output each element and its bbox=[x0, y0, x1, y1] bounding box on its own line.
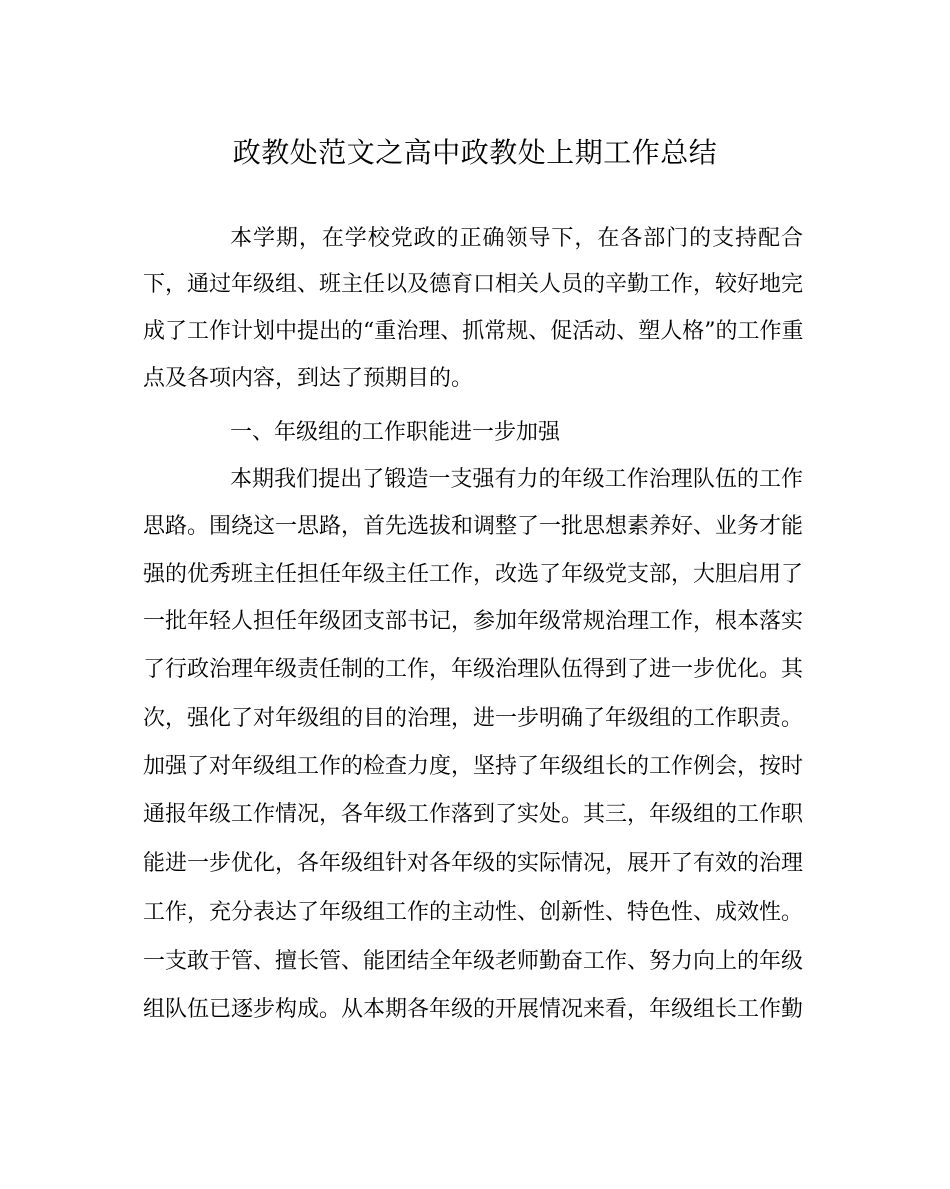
paragraph-1-line-2: 下，通过年级组、班主任以及德育口相关人员的辛勤工作，较好地完 bbox=[143, 272, 804, 297]
document-title: 政教处范文之高中政教处上期工作总结 bbox=[232, 136, 718, 169]
paragraph-2-line-4: 一批年轻人担任年级团支部书记，参加年级常规治理工作，根本落实 bbox=[143, 609, 804, 634]
paragraph-2-line-3: 强的优秀班主任担任年级主任工作，改选了年级党支部，大胆启用了 bbox=[143, 562, 804, 587]
paragraph-2-line-2: 思路。围绕这一思路，首先选拔和调整了一批思想素养好、业务才能 bbox=[143, 514, 804, 539]
section-heading-1: 一、年级组的工作职能进一步加强 bbox=[230, 420, 561, 445]
paragraph-2-line-7: 加强了对年级组工作的检查力度，坚持了年级组长的工作例会，按时 bbox=[143, 754, 804, 779]
paragraph-2-line-5: 了行政治理年级责任制的工作，年级治理队伍得到了进一步优化。其 bbox=[143, 657, 804, 682]
paragraph-2-line-8: 通报年级工作情况，各年级工作落到了实处。其三，年级组的工作职 bbox=[143, 802, 804, 827]
paragraph-2-line-10: 工作，充分表达了年级组工作的主动性、创新性、特色性、成效性。 bbox=[143, 900, 804, 925]
paragraph-2-line-11: 一支敢于管、擅长管、能团结全年级老师勤奋工作、努力向上的年级 bbox=[143, 949, 804, 974]
paragraph-2-line-9: 能进一步优化，各年级组针对各年级的实际情况，展开了有效的治理 bbox=[143, 851, 804, 876]
paragraph-2-line-6: 次，强化了对年级组的目的治理，进一步明确了年级组的工作职责。 bbox=[143, 706, 804, 731]
paragraph-1-line-3: 成了工作计划中提出的“重治理、抓常规、促活动、塑人格”的工作重 bbox=[143, 319, 804, 344]
paragraph-1-line-1: 本学期，在学校党政的正确领导下，在各部门的支持配合 bbox=[230, 226, 803, 251]
paragraph-1-line-4: 点及各项内容，到达了预期目的。 bbox=[143, 366, 474, 391]
paragraph-2-line-12: 组队伍已逐步构成。从本期各年级的开展情况来看，年级组长工作勤 bbox=[143, 997, 804, 1022]
paragraph-2-line-1: 本期我们提出了锻造一支强有力的年级工作治理队伍的工作 bbox=[230, 467, 803, 492]
